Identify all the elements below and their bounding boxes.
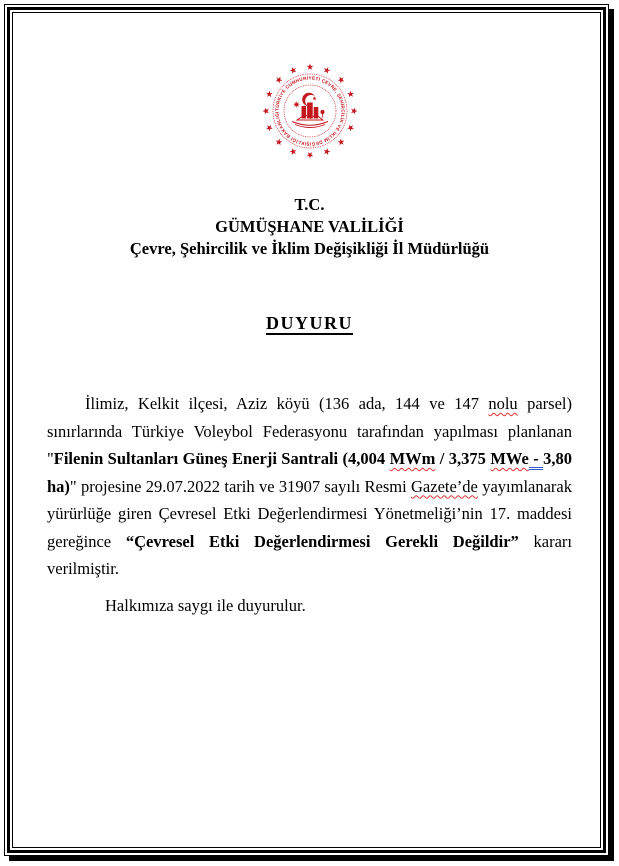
- announcement-title: DUYURU: [266, 313, 353, 333]
- body-text-segment: Gazete’de: [411, 476, 478, 496]
- header-republic: T.C.: [294, 195, 325, 214]
- document-body: [47, 390, 572, 619]
- body-text-segment: “Çevresel Etki Değerlendirmesi Gerekli Değildir”: [125, 531, 519, 551]
- body-text-segment: 3,80 ha): [47, 449, 572, 496]
- body-text-segment: / 3,375: [435, 449, 491, 468]
- body-text-segment: nolu: [488, 394, 518, 413]
- header-directorate: Çevre, Şehircilik ve İklim Değişikliği İl Müdürlüğü: [129, 239, 490, 258]
- body-text-segment: kararı verilmiştir.: [47, 531, 572, 578]
- body-text-segment: Filenin Sultanları Güneş Enerji Santrali (4,004: [53, 449, 390, 468]
- ministry-emblem-icon: [262, 63, 358, 159]
- body-text-segment: parsel) sınırlarında Türkiye Voleybol Federasyonu tarafından yapılması planlanan ": [47, 394, 572, 468]
- letterhead: [0, 194, 619, 260]
- header-governorship: GÜMÜŞHANE VALİLİĞİ: [215, 217, 404, 236]
- body-text-segment: " projesine 29.07.2022 tarih ve 31907 sayılı Resmi: [69, 476, 411, 496]
- closing-line: Halkımıza saygı ile duyurulur.: [105, 595, 306, 615]
- body-text-segment: -: [528, 449, 544, 468]
- body-text-segment: MWe: [490, 449, 529, 468]
- emblem-center: [292, 93, 328, 128]
- body-text-segment: MWm: [389, 449, 436, 468]
- body-text-segment: yayımlanarak yürürlüğe giren Çevresel Etki Değerlendirmesi Yönetmeliği’nin 17. maddesi gereğince: [47, 476, 572, 551]
- body-paragraph: [47, 390, 572, 583]
- body-text-segment: İlimiz, Kelkit ilçesi, Aziz köyü (136 ada, 144 ve 147: [85, 394, 489, 413]
- emblem-ring-text: TÜRKİYE CUMHURİYETİ ÇEVRE, ŞEHİRCİLİK VE İKLİM DEĞİŞİKLİĞİ BAKANLIĞI: [273, 75, 346, 147]
